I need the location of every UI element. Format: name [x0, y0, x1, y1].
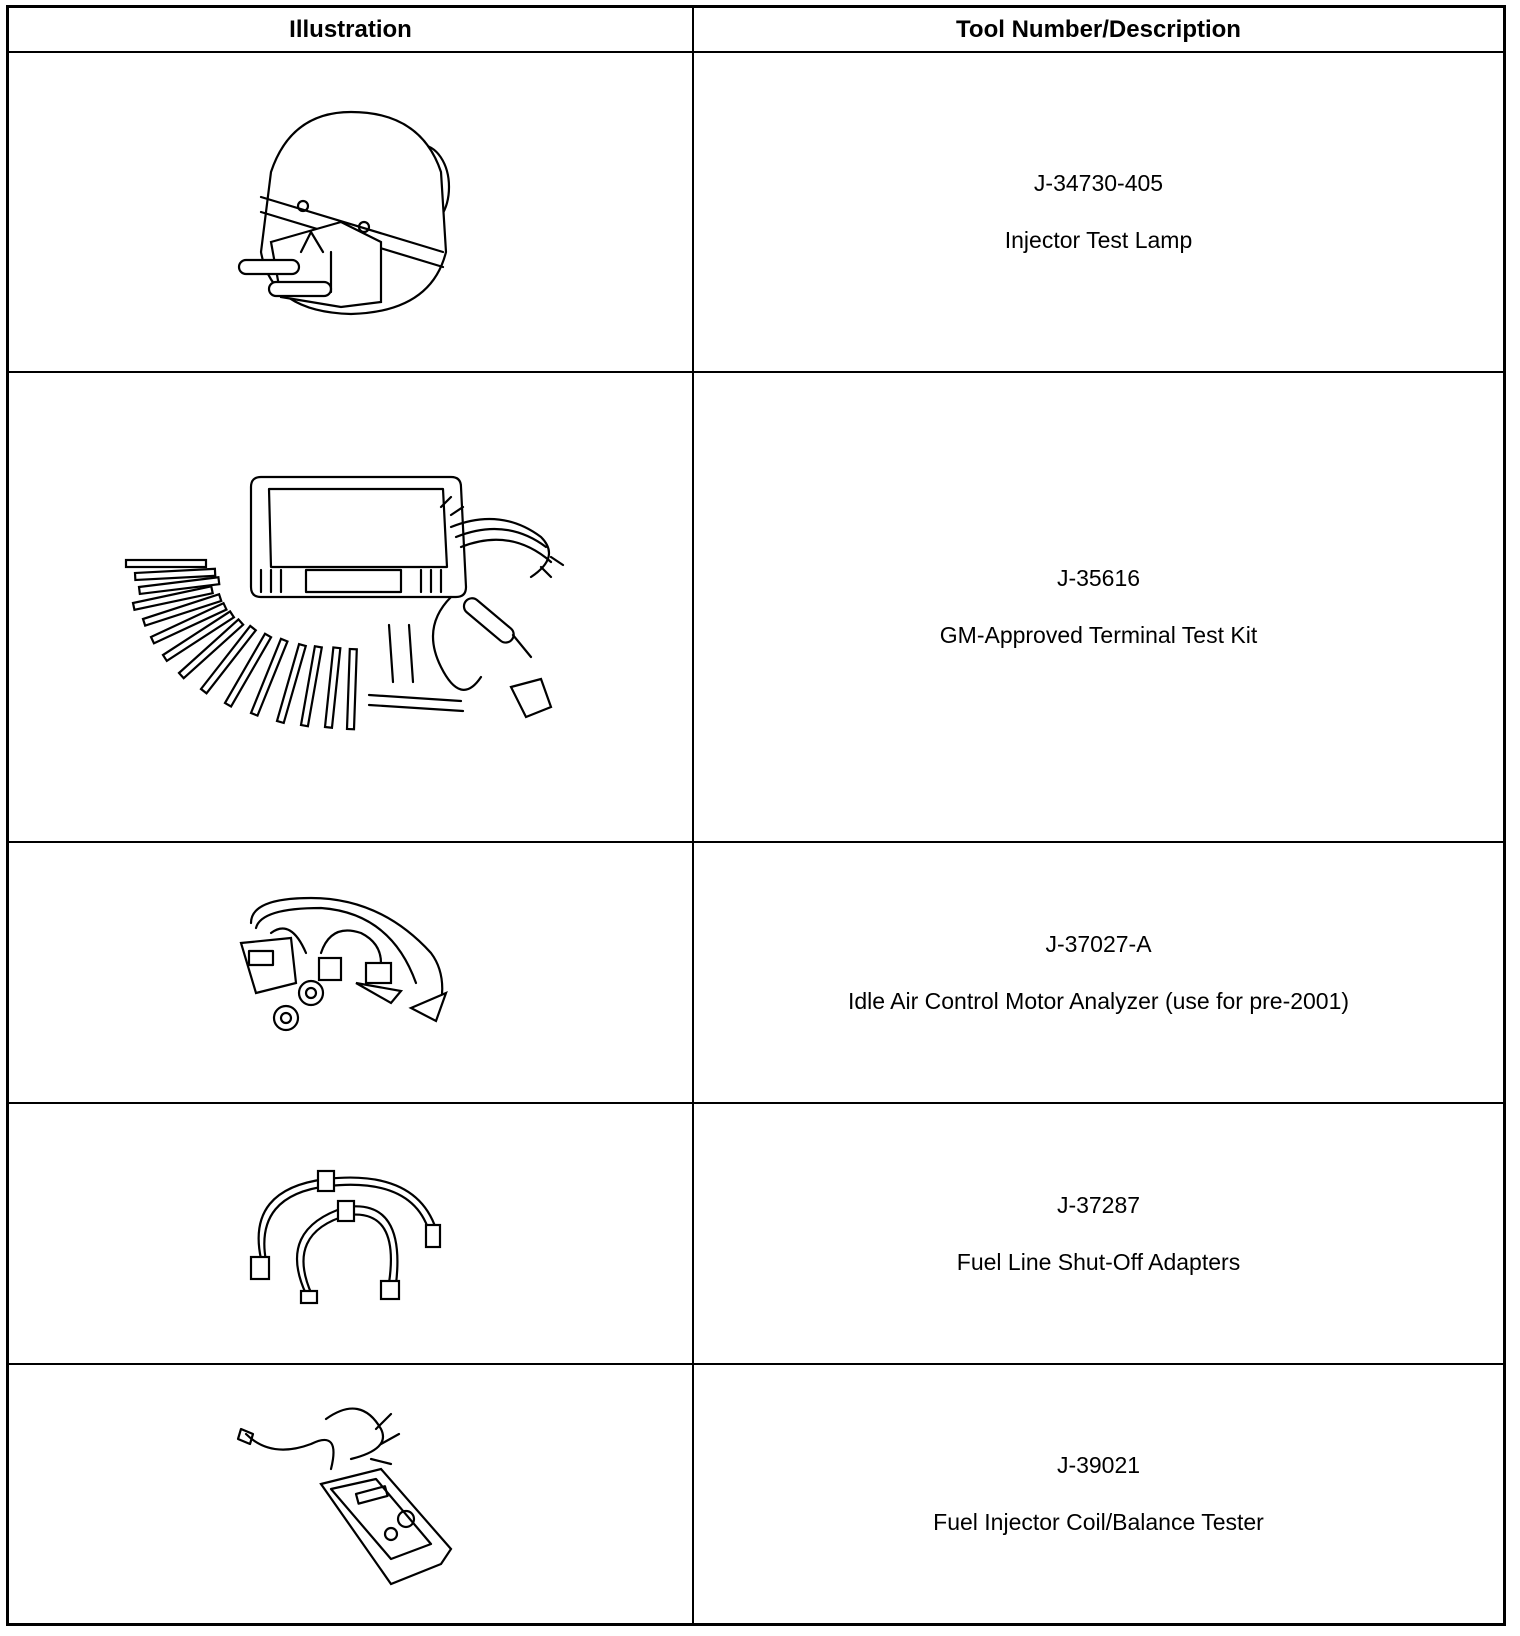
iac-motor-analyzer-illustration [231, 893, 471, 1053]
tool-info-cell [694, 373, 1503, 841]
terminal-test-kit-illustration [121, 467, 581, 747]
table-header-row [9, 8, 1503, 51]
tool-description: Idle Air Control Motor Analyzer (use for pre-2001) [847, 987, 1350, 1014]
header-tool-description: Tool Number/Description [956, 15, 1241, 43]
tool-number: J-34730-405 [1033, 170, 1164, 196]
header-illustration: Illustration [9, 8, 694, 51]
illustration-cell [9, 53, 694, 371]
table-row [9, 371, 1503, 841]
tool-info-cell [694, 1365, 1503, 1623]
injector-test-lamp-illustration [231, 102, 471, 322]
tool-number: J-37287 [1056, 1191, 1141, 1218]
table-row [9, 51, 1503, 371]
table-row [9, 841, 1503, 1102]
tool-description: GM-Approved Terminal Test Kit [939, 622, 1258, 648]
tool-description: Injector Test Lamp [1004, 227, 1193, 253]
table-row [9, 1363, 1503, 1623]
table-row [9, 1102, 1503, 1363]
illustration-cell [9, 1104, 694, 1363]
tool-number: J-39021 [1056, 1452, 1141, 1478]
tool-description: Fuel Line Shut-Off Adapters [956, 1248, 1241, 1275]
tool-number: J-35616 [1056, 565, 1141, 591]
tool-number: J-37027-A [1045, 930, 1152, 957]
tool-info-cell [694, 53, 1503, 371]
tool-info-cell [694, 843, 1503, 1102]
illustration-cell [9, 373, 694, 841]
special-tools-table [6, 5, 1506, 1626]
tool-info-cell [694, 1104, 1503, 1363]
coil-balance-tester-illustration [231, 1399, 471, 1589]
fuel-line-adapters-illustration [236, 1159, 466, 1309]
tool-description: Fuel Injector Coil/Balance Tester [933, 1509, 1264, 1535]
illustration-cell [9, 843, 694, 1102]
illustration-cell [9, 1365, 694, 1623]
